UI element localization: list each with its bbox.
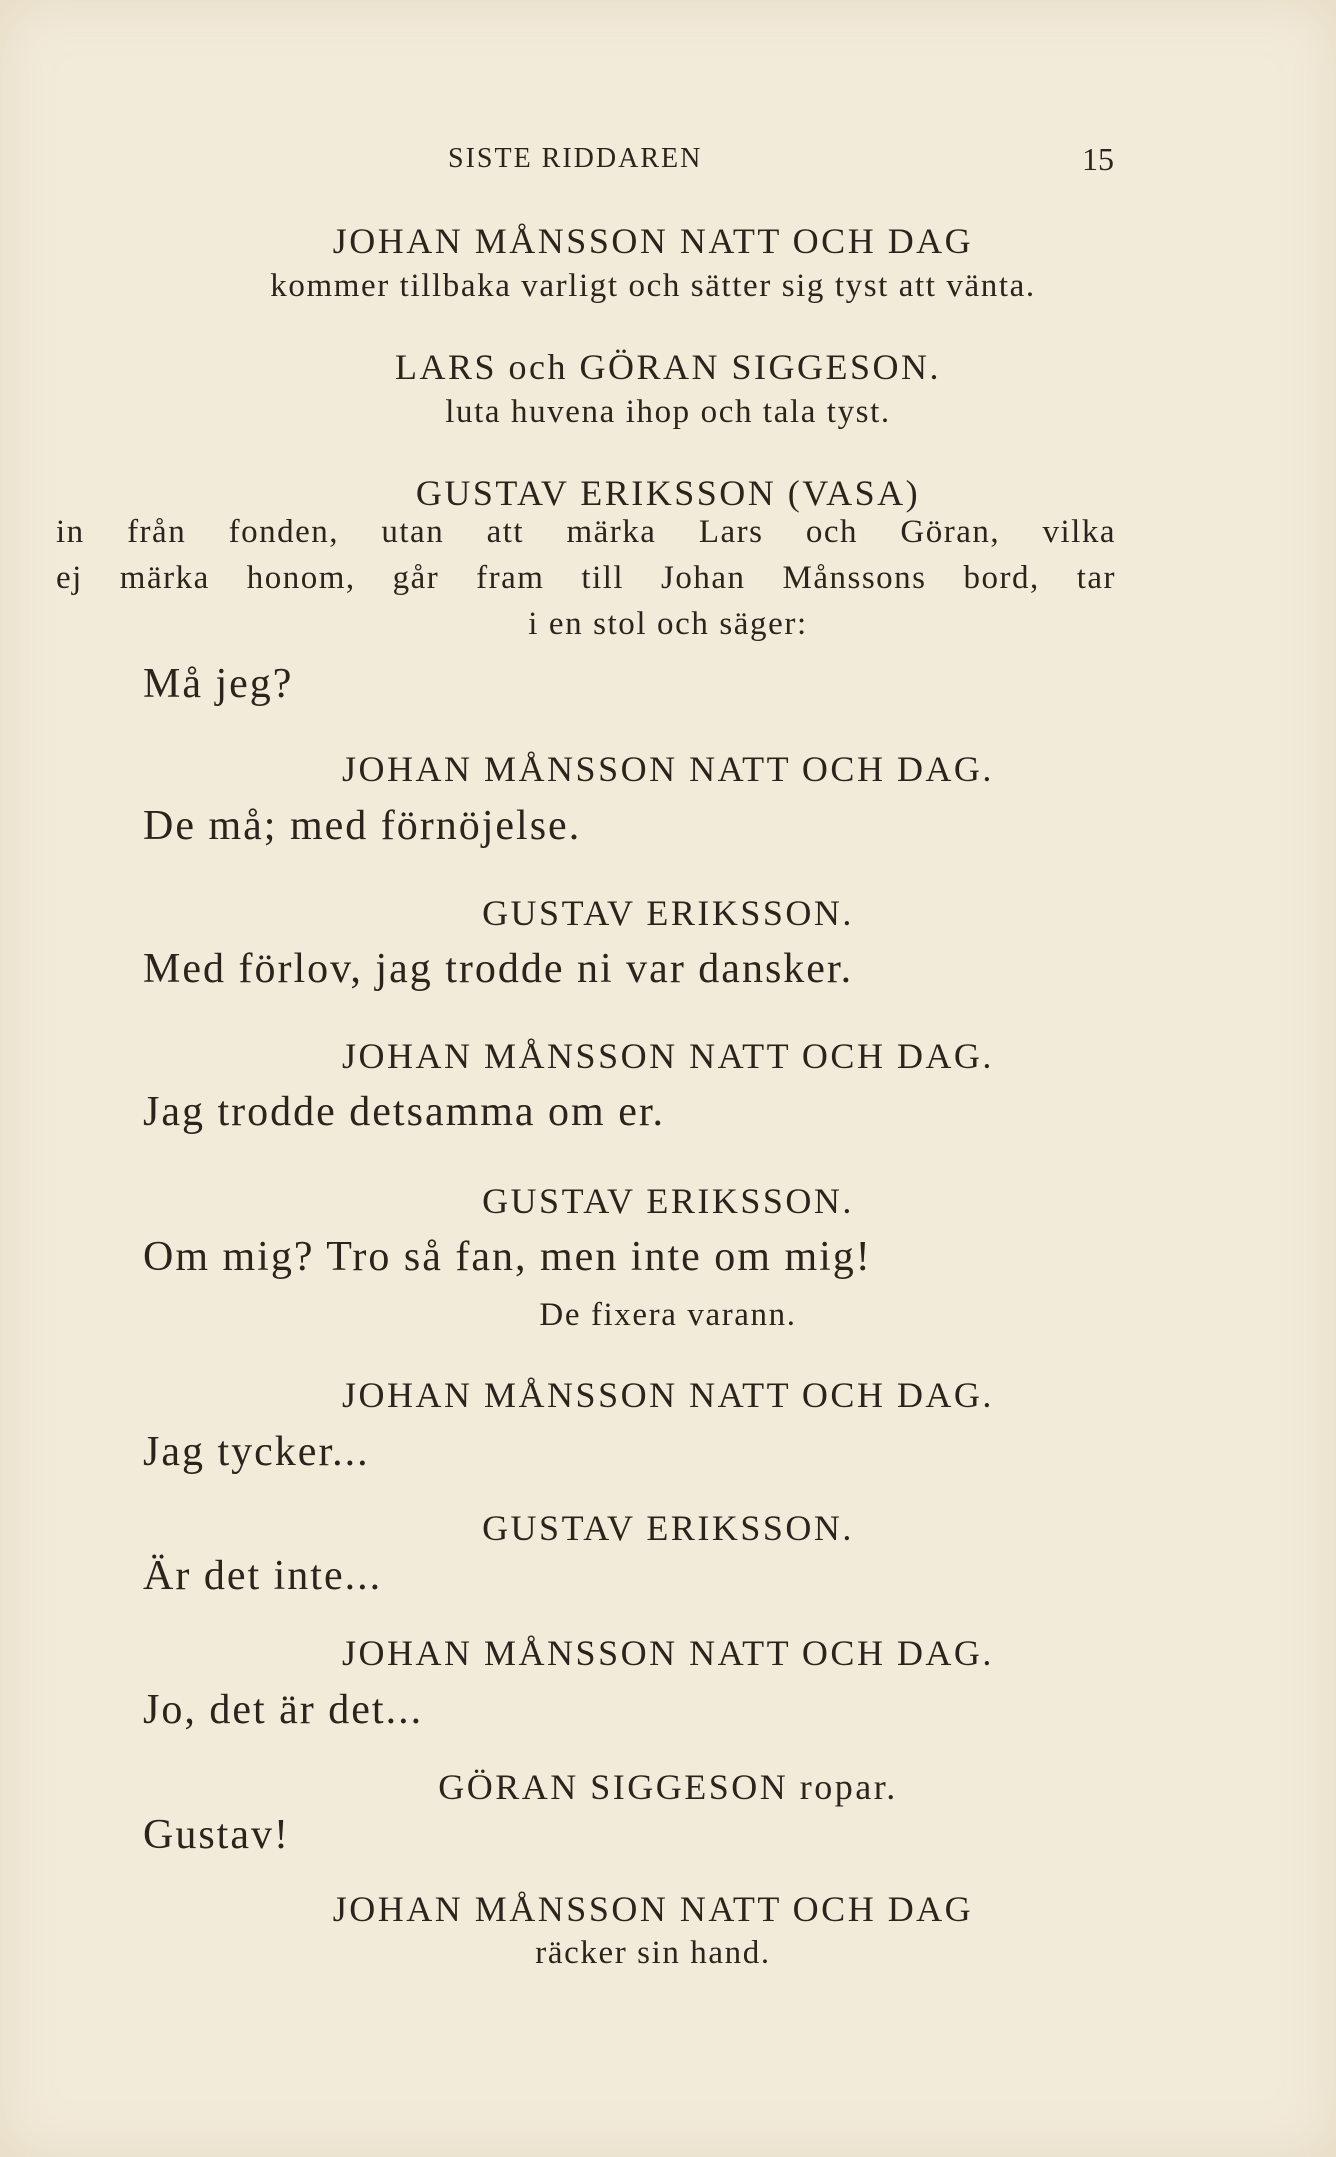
running-title: SISTE RIDDAREN — [448, 143, 703, 174]
stage-direction-line: ej märka honom, går fram till Johan Månssons bord, tar — [56, 560, 1116, 596]
dialogue-line: Jag tycker... — [143, 1429, 370, 1475]
speaker-heading: JOHAN MÅNSSON NATT OCH DAG. — [342, 1633, 994, 1673]
dialogue-line: Må jeg? — [143, 661, 294, 707]
speaker-heading: LARS och GÖRAN SIGGESON. — [394, 347, 942, 387]
dialogue-line: Jo, det är det... — [143, 1687, 424, 1733]
dialogue-line: Jag trodde detsamma om er. — [143, 1089, 666, 1135]
speaker-heading: JOHAN MÅNSSON NATT OCH DAG — [332, 221, 974, 261]
speaker-heading: GUSTAV ERIKSSON. — [482, 1181, 854, 1221]
dialogue-line: De må; med förnöjelse. — [143, 803, 582, 849]
stage-direction: luta huvena ihop och tala tyst. — [445, 394, 891, 430]
stage-direction: kommer tillbaka varligt och sätter sig tyst att vänta. — [270, 268, 1036, 304]
stage-direction: De fixera varann. — [539, 1297, 797, 1333]
speaker-heading: JOHAN MÅNSSON NATT OCH DAG — [332, 1889, 974, 1929]
dialogue-line: Gustav! — [143, 1812, 290, 1858]
speaker-heading: GUSTAV ERIKSSON (VASA) — [415, 473, 921, 513]
speaker-heading: JOHAN MÅNSSON NATT OCH DAG. — [342, 749, 994, 789]
page-number: 15 — [1082, 141, 1114, 177]
speaker-heading: JOHAN MÅNSSON NATT OCH DAG. — [342, 1036, 994, 1076]
stage-direction-line: in från fonden, utan att märka Lars och Göran, vilka — [56, 514, 1116, 550]
stage-direction: räcker sin hand. — [535, 1935, 771, 1971]
speaker-heading: JOHAN MÅNSSON NATT OCH DAG. — [342, 1375, 994, 1415]
speaker-heading: GÖRAN SIGGESON ropar. — [438, 1767, 898, 1807]
stage-direction-line: i en stol och säger: — [528, 606, 808, 642]
dialogue-line: Om mig? Tro så fan, men inte om mig! — [143, 1234, 872, 1280]
speaker-heading: GUSTAV ERIKSSON. — [482, 1508, 854, 1548]
dialogue-line: Är det inte... — [143, 1553, 383, 1599]
speaker-heading: GUSTAV ERIKSSON. — [482, 893, 854, 933]
dialogue-line: Med förlov, jag trodde ni var dansker. — [143, 946, 854, 992]
